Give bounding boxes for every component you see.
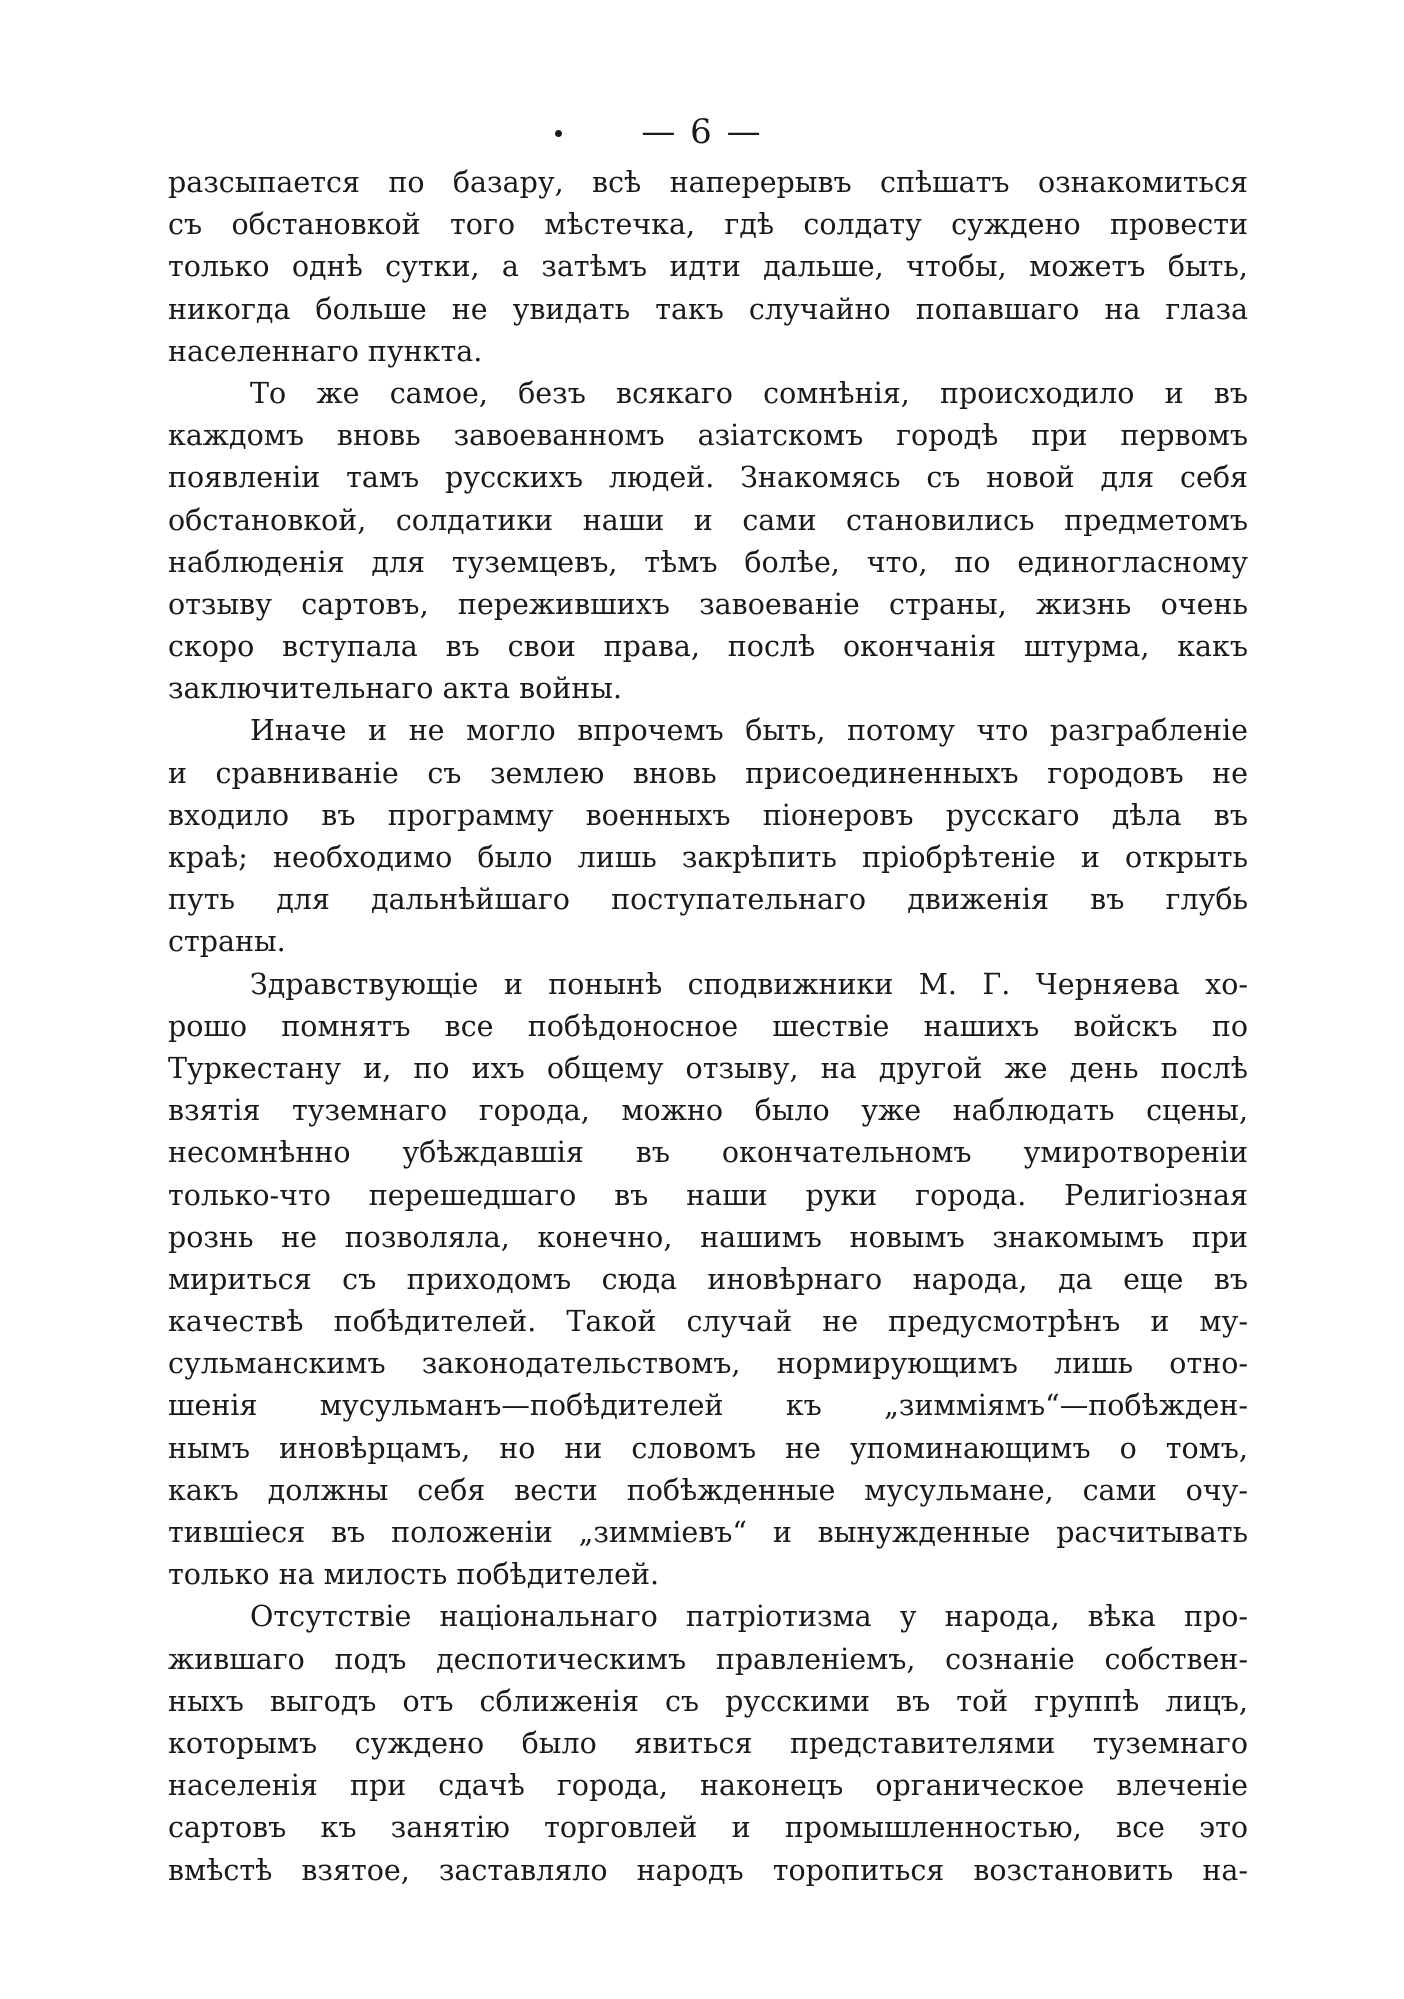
- text-line: несомнѣнно убѣждавшія въ окончательномъ умиротвореніи: [168, 1136, 1248, 1170]
- paragraph: [168, 1596, 1248, 1891]
- text-line: какъ должны себя вести побѣжденные мусульмане, сами очу-: [168, 1473, 1248, 1507]
- text-line: сульманскимъ законодательствомъ, нормирующимъ лишь отно-: [168, 1347, 1248, 1381]
- text-line: тившіеся въ положеніи „зимміевъ“ и вынужденные расчитывать: [168, 1516, 1248, 1549]
- text-line: То же самое, безъ всякаго сомнѣнія, происходило и въ: [250, 376, 1248, 410]
- text-line: жившаго подъ деспотическимъ правленіемъ, сознаніе собствен-: [168, 1642, 1248, 1676]
- text-line: нымъ иновѣрцамъ, но ни словомъ не упоминающимъ о томъ,: [168, 1431, 1248, 1465]
- text-line: Отсутствіе національнаго патріотизма у народа, вѣка про-: [250, 1600, 1248, 1634]
- text-line: ныхъ выгодъ отъ сближенія съ русскими въ той группѣ лицъ,: [168, 1684, 1248, 1718]
- text-line: заключительнаго акта войны.: [168, 672, 623, 706]
- text-line: только на милость побѣдителей.: [168, 1558, 660, 1592]
- body-text: [168, 162, 1248, 1892]
- text-line: скоро вступала въ свои права, послѣ окончанія штурма, какъ: [168, 630, 1248, 664]
- text-line: и сравниваніе съ землею вновь присоединенныхъ городовъ не: [168, 756, 1248, 790]
- page-number: — 6 —: [641, 112, 763, 152]
- text-line: только однѣ сутки, а затѣмъ идти дальше, чтобы, можетъ быть,: [168, 250, 1248, 284]
- ink-speck: [555, 130, 562, 137]
- text-line: входило въ программу военныхъ піонеровъ русскаго дѣла въ: [168, 798, 1248, 832]
- paragraph: [168, 162, 1248, 373]
- text-line: рошо помнятъ все побѣдоносное шествіе нашихъ войскъ по: [168, 1009, 1248, 1043]
- text-line: отзыву сартовъ, пережившихъ завоеваніе страны, жизнь очень: [168, 587, 1248, 621]
- text-line: путь для дальнѣйшаго поступательнаго движенія въ глубь: [168, 883, 1248, 917]
- text-line: появленіи тамъ русскихъ людей. Знакомясь съ новой для себя: [168, 461, 1248, 495]
- paragraph: [168, 373, 1248, 711]
- text-line: Иначе и не могло впрочемъ быть, потому что разграбленіе: [250, 714, 1248, 748]
- text-line: качествѣ побѣдителей. Такой случай не предусмотрѣнъ и му-: [168, 1305, 1248, 1339]
- text-line: Туркестану и, по ихъ общему отзыву, на другой же день послѣ: [168, 1051, 1248, 1085]
- text-line: населенія при сдачѣ города, наконецъ органическое влеченіе: [168, 1769, 1248, 1803]
- text-line: страны.: [168, 925, 286, 959]
- text-line: рознь не позволяла, конечно, нашимъ новымъ знакомымъ при: [168, 1220, 1248, 1254]
- text-line: которымъ суждено было явиться представителями туземнаго: [168, 1726, 1248, 1760]
- text-line: вмѣстѣ взятое, заставляло народъ торопиться возстановить на-: [168, 1853, 1248, 1887]
- text-line: разсыпается по базару, всѣ наперерывъ спѣшатъ ознакомиться: [168, 166, 1248, 199]
- text-line: Здравствующіе и понынѣ сподвижники М. Г. Черняева хо-: [250, 967, 1248, 1001]
- text-line: краѣ; необходимо было лишь закрѣпить пріобрѣтеніе и открыть: [168, 841, 1248, 874]
- text-line: обстановкой, солдатики наши и сами становились предметомъ: [168, 503, 1248, 537]
- text-line: мириться съ приходомъ сюда иновѣрнаго народа, да еще въ: [168, 1262, 1248, 1296]
- text-line: взятія туземнаго города, можно было уже наблюдать сцены,: [168, 1094, 1248, 1128]
- paragraph: [168, 710, 1248, 963]
- text-line: наблюденія для туземцевъ, тѣмъ болѣе, что, по единогласному: [168, 545, 1248, 579]
- text-line: каждомъ вновь завоеванномъ азіатскомъ городѣ при первомъ: [168, 419, 1248, 453]
- text-line: населеннаго пункта.: [168, 334, 483, 368]
- text-line: сартовъ къ занятію торговлей и промышленностью, все это: [168, 1811, 1248, 1845]
- text-line: съ обстановкой того мѣстечка, гдѣ солдату суждено провести: [168, 208, 1248, 242]
- text-line: шенія мусульманъ—побѣдителей къ „зимміямъ“—побѣжден-: [168, 1389, 1248, 1423]
- text-line: только-что перешедшаго въ наши руки города. Религіозная: [168, 1178, 1248, 1212]
- paragraph: [168, 964, 1248, 1597]
- text-line: никогда больше не увидать такъ случайно попавшаго на глаза: [168, 292, 1248, 326]
